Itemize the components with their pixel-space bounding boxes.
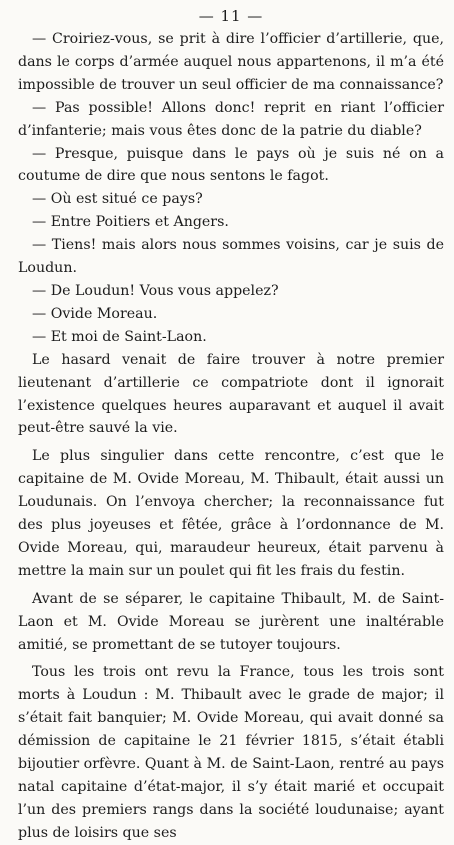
paragraph-dialogue-5: — Entre Poitiers et Angers. xyxy=(32,214,229,231)
paragraph-dialogue-2: — Pas possible! Allons donc! reprit en riant l’officier d’infanterie; mais vous êtes donc de la patrie du diable? xyxy=(18,99,444,139)
paragraph-dialogue-6: — Tiens! mais alors nous sommes voisins, car je suis de Loudun. xyxy=(18,237,444,277)
paragraph-narrative-2: Le plus singulier dans cette rencontre, c’est que le capitaine de M. Ovide Moreau, M. Thibault, était aussi un Loudunais. On l’envoya chercher; la reconnaissance fut des plus joyeuses et fêtée, grâce à l’ordonnance de M. Ovide Moreau, qui, maraudeur heureux, était parvenu à mettre la main sur un poulet qui fit les frais du festin. xyxy=(18,448,444,579)
paragraph-dialogue-9: — Et moi de Saint-Laon. xyxy=(32,328,207,345)
paragraph-narrative-4: Tous les trois ont revu la France, tous les trois sont morts à Loudun : M. Thibault avec le grade de major; il s’était fait banquier; M. Ovide Moreau, qui avait donné sa démission de capitaine le 21 février 1815, s’était établi bijoutier orfèvre. Quant à M. de Saint-Laon, rentré au pays natal capitaine d’état-major, il s’y était marié et occupait l’un des premiers rangs dans la société loudunaise; ayant plus de loisirs que ses xyxy=(18,664,444,841)
page-text-body xyxy=(18,28,444,845)
page-number-header: — 11 — xyxy=(198,7,264,25)
paragraph-dialogue-4: — Où est situé ce pays? xyxy=(32,191,203,208)
paragraph-dialogue-3: — Presque, puisque dans le pays où je suis né on a coutume de dire que nous sentons le fagot. xyxy=(18,145,444,185)
paragraph-dialogue-1: — Croiriez-vous, se prit à dire l’officier d’artillerie, que, dans le corps d’armée auquel nous appartenons, il m’a été impossible de trouver un seul officier de ma connaissance? xyxy=(18,31,444,93)
paragraph-narrative-3: Avant de se séparer, le capitaine Thibault, M. de Saint-Laon et M. Ovide Moreau se jurèrent une inaltérable amitié, se promettant de se tutoyer toujours. xyxy=(18,590,444,653)
paragraph-dialogue-8: — Ovide Moreau. xyxy=(32,305,158,322)
paragraph-dialogue-7: — De Loudun! Vous vous appelez? xyxy=(32,282,279,299)
paragraph-narrative-1: Le hasard venait de faire trouver à notre premier lieutenant d’artillerie ce compatriote dont il ignorait l’existence quelques heures auparavant et auquel il avait peut-être sauvé la vie. xyxy=(18,351,444,437)
